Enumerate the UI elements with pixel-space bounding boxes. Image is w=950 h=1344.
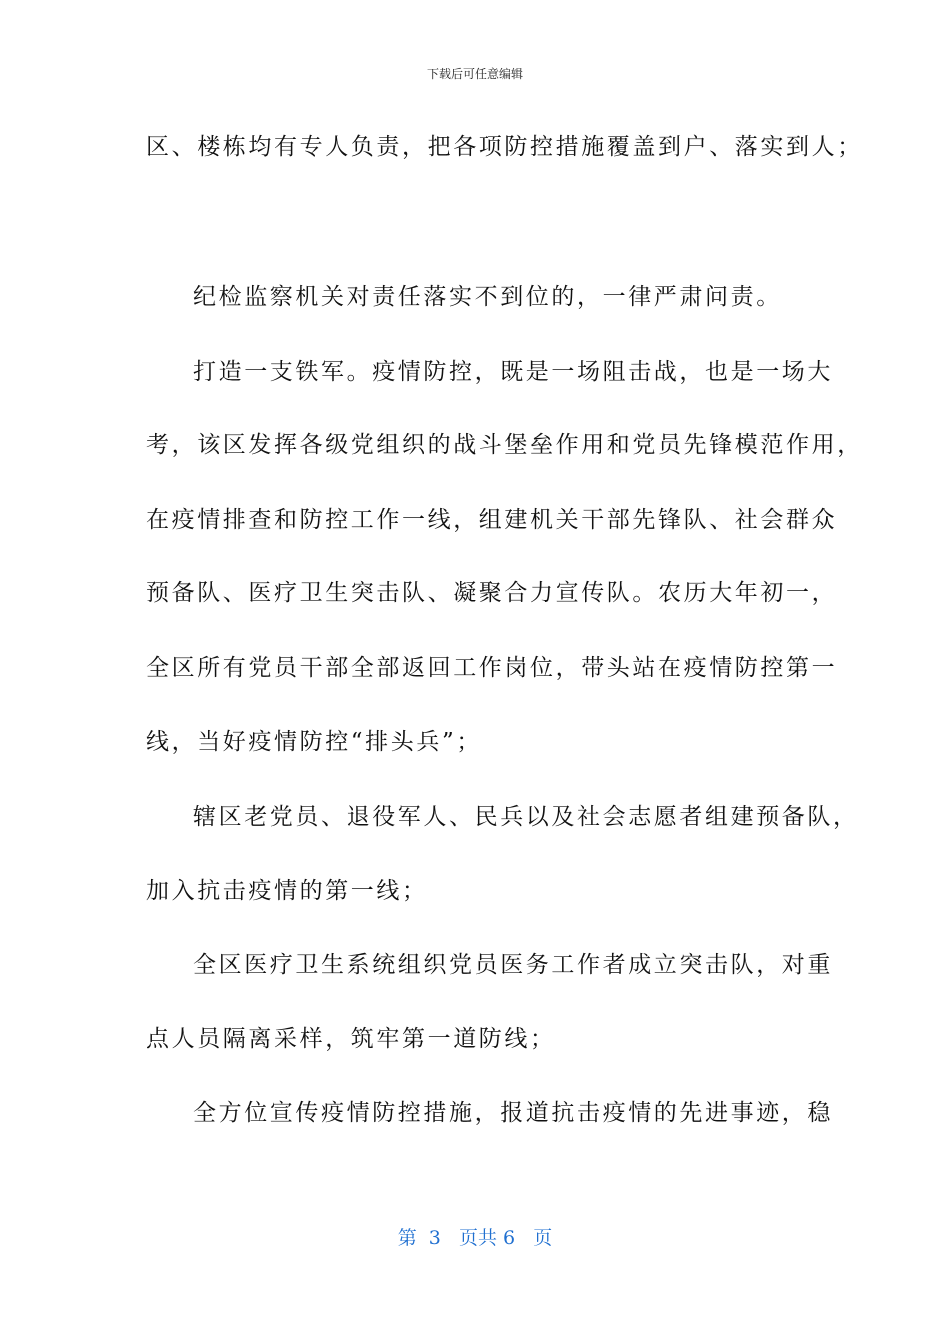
text-line-5: 在疫情排查和防控工作一线，组建机关干部先锋队、社会群众 xyxy=(146,507,838,533)
text-line-13: 全方位宣传疫情防控措施，报道抗击疫情的先进事迹，稳 xyxy=(193,1100,833,1126)
text-line-1: 区、楼栋均有专人负责，把各项防控措施覆盖到户、落实到人； xyxy=(146,134,863,160)
text-line-11: 全区医疗卫生系统组织党员医务工作者成立突击队，对重 xyxy=(193,952,833,978)
text-line-3: 打造一支铁军。疫情防控，既是一场阻击战，也是一场大 xyxy=(193,359,833,385)
page-header-note: 下载后可任意编辑 xyxy=(426,67,523,81)
text-line-7: 全区所有党员干部全部返回工作岗位，带头站在疫情防控第一 xyxy=(146,655,838,681)
text-line-4: 考，该区发挥各级党组织的战斗堡垒作用和党员先锋模范作用， xyxy=(146,432,863,458)
page-number-footer: 第 3 页共 6 页 xyxy=(397,1227,553,1249)
text-line-9: 辖区老党员、退役军人、民兵以及社会志愿者组建预备队， xyxy=(193,804,859,830)
text-line-12: 点人员隔离采样，筑牢第一道防线； xyxy=(146,1026,556,1052)
text-line-2: 纪检监察机关对责任落实不到位的，一律严肃问责。 xyxy=(193,284,782,310)
text-line-8: 线，当好疫情防控“排头兵”； xyxy=(146,729,482,755)
text-line-10: 加入抗击疫情的第一线； xyxy=(146,878,428,904)
text-line-6: 预备队、医疗卫生突击队、凝聚合力宣传队。农历大年初一， xyxy=(146,580,838,606)
